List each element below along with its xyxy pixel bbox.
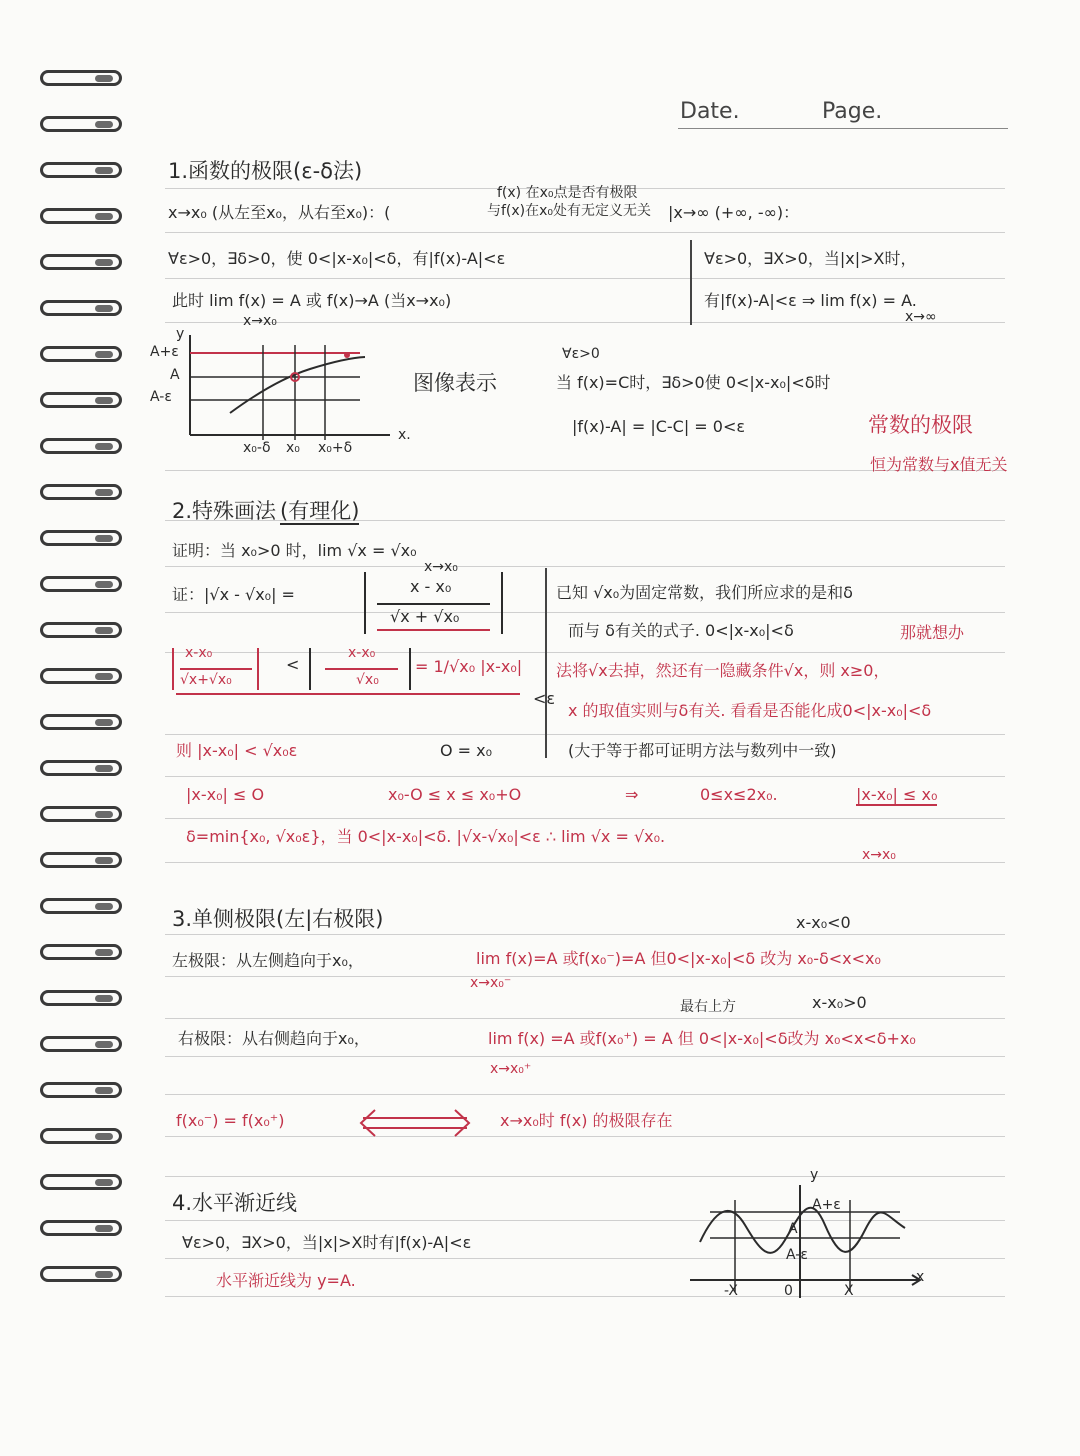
g1-x2-label: x₀ (286, 440, 300, 456)
sec1-note-b: 与f(x)在x₀处有无定义无关 (487, 203, 652, 219)
sec2-note1: 已知 √x₀为固定常数，我们所应求的是和δ (556, 583, 853, 602)
g2-y-label: y (810, 1167, 819, 1183)
sec3-right-label: 右极限：从右侧趋向于x₀， (178, 1029, 370, 1048)
const-note1: 常数的极限 (868, 413, 973, 437)
spiral-ring (40, 714, 122, 730)
sec2-line6e: |x-x₀| ≤ x₀ (856, 785, 938, 804)
sec2-line6c: ⇒ (625, 785, 639, 804)
spiral-ring (40, 300, 122, 316)
sec1-note-a: f(x) 在x₀点是否有极限 (497, 185, 638, 201)
spiral-ring (40, 622, 122, 638)
sec1-line1-left: x→x₀ (从左至x₀，从右至x₀)：( (168, 203, 391, 222)
sec2-proof-stmt: 证明：当 x₀>0 时，lim √x = √x₀ (172, 541, 417, 560)
sec1-line3-right: 有|f(x)-A|<ε ⇒ lim f(x) = A. (704, 291, 917, 310)
spiral-ring (40, 484, 122, 500)
sec2-note2-red: 那就想办 (900, 623, 965, 642)
g2-a-label: A (788, 1221, 798, 1237)
g2-negx-label: -X (724, 1283, 738, 1299)
ruled-line (165, 734, 1005, 735)
double-arrow-icon (355, 1108, 475, 1138)
sec3-left-red: lim f(x)=A 或f(x₀⁻)=A 但0<|x-x₀|<δ 改为 x₀-δ<x<x₀ (476, 949, 881, 968)
sec1-line2-left: ∀ε>0，∃δ>0，使 0<|x-x₀|<δ，有|f(x)-A|<ε (168, 249, 506, 268)
sec2-zheng: 证：|√x - √x₀| = (172, 585, 295, 604)
sec3-right-red: lim f(x) =A 或f(x₀⁺) = A 但 0<|x-x₀|<δ改为 x₀<x<δ+x₀ (488, 1029, 916, 1048)
sec3-right-sub: x→x₀⁺ (490, 1061, 532, 1077)
page-label: Page. (822, 99, 883, 124)
spiral-ring (40, 576, 122, 592)
sec2-frac-den: √x + √x₀ (390, 607, 460, 626)
const-note2: 恒为常数与x值无关 (870, 455, 1008, 474)
spiral-ring (40, 116, 122, 132)
sec2-title: 2.特殊画法 (172, 499, 277, 523)
sec2-ineq-a-num: x-x₀ (185, 645, 213, 661)
spiral-ring (40, 1220, 122, 1236)
sec3-left-label: 左极限：从左侧趋向于x₀， (172, 951, 364, 970)
sec4-line1: ∀ε>0，∃X>0，当|x|>X时有|f(x)-A|<ε (182, 1233, 472, 1252)
sec2-line6b: x₀-O ≤ x ≤ x₀+O (388, 785, 522, 804)
g2-xaxis-label: x (916, 1269, 925, 1285)
sec2-line7: δ=min{x₀, √x₀ε}，当 0<|x-x₀|<δ. |√x-√x₀|<ε ∴ lim √x = √x₀. (186, 827, 666, 846)
ruled-line (165, 278, 1005, 279)
sec3-equiv: f(x₀⁻) = f(x₀⁺) (176, 1111, 285, 1130)
g1-x-label: x. (398, 427, 411, 443)
ruled-line (165, 322, 1005, 323)
spiral-ring (40, 668, 122, 684)
sec1-title: 1.函数的极限(ε-δ法) (168, 159, 363, 183)
spiral-ring (40, 162, 122, 178)
ruled-line (165, 1176, 1005, 1177)
sec2-o-eq: O = x₀ (440, 741, 493, 760)
sec3-left-note: x-x₀<0 (796, 913, 851, 932)
g1-aplus-label: A+ε (150, 344, 179, 360)
g2-zero-label: 0 (784, 1283, 793, 1299)
g2-aminus-label: A-ε (786, 1247, 808, 1263)
sec1-line3-left: 此时 lim f(x) = A 或 f(x)→A (当x→x₀) (172, 291, 452, 310)
spiral-ring (40, 1036, 122, 1052)
sec3-title: 3.单侧极限(左|右极限) (172, 907, 384, 931)
g1-endpoint (344, 352, 350, 358)
spiral-ring (40, 254, 122, 270)
spiral-ring (40, 438, 122, 454)
sec2-note3: 法将√x去掉，然还有一隐藏条件√x，则 x≥0， (556, 661, 890, 680)
sec2-ineq-b-den: √x₀ (356, 672, 379, 688)
spiral-ring (40, 944, 122, 960)
sec4-title: 4.水平渐近线 (172, 1191, 298, 1215)
spiral-binding (40, 70, 130, 1330)
g1-a-label: A (170, 367, 180, 383)
ruled-line (165, 566, 1005, 567)
sec2-note5: (大于等于都可证明方法与数列中一致) (568, 741, 837, 760)
spiral-ring (40, 990, 122, 1006)
sec4-line2: 水平渐近线为 y=A. (216, 1271, 356, 1290)
sec1-line3-right-sub: x→∞ (905, 309, 937, 325)
ruled-line (165, 1094, 1005, 1095)
ruled-line (165, 1136, 1005, 1137)
spiral-ring (40, 346, 122, 362)
sec1-divider (690, 240, 692, 325)
spiral-ring (40, 530, 122, 546)
g1-x1-label: x₀-δ (243, 440, 271, 456)
spiral-ring (40, 1174, 122, 1190)
spiral-ring (40, 806, 122, 822)
ruled-line (165, 818, 1005, 819)
sec3-left-sub: x→x₀⁻ (470, 975, 512, 991)
sec1-line3-sub: x→x₀ (243, 313, 277, 329)
header-rule (678, 128, 1008, 129)
g1-y-label: y (176, 326, 185, 342)
spiral-ring (40, 852, 122, 868)
epsilon-delta-graph (145, 325, 405, 465)
graph-representation-label: 图像表示 (413, 371, 497, 395)
g1-x3-label: x₀+δ (318, 440, 353, 456)
sec2-ineq-a-den: √x+√x₀ (180, 672, 232, 688)
const-line2: |f(x)-A| = |C-C| = 0<ε (572, 417, 746, 436)
spiral-ring (40, 392, 122, 408)
const-line1: 当 f(x)=C时，∃δ>0使 0<|x-x₀|<δ时 (556, 373, 831, 392)
sec3-equiv-right: x→x₀时 f(x) 的极限存在 (500, 1111, 673, 1130)
sec2-note4: x 的取值实则与δ有关. 看看是否能化成0<|x-x₀|<δ (568, 701, 932, 720)
sec2-title-paren: (有理化) (280, 500, 359, 525)
sec2-ineq-b-num: x-x₀ (348, 645, 376, 661)
spiral-ring (40, 898, 122, 914)
ruled-line (165, 232, 1005, 233)
spiral-ring (40, 1082, 122, 1098)
sec2-divider (545, 568, 547, 758)
sec2-line6d: 0≤x≤2x₀. (700, 785, 778, 804)
sec1-line2-right: ∀ε>0，∃X>0，当|x|>X时， (704, 249, 917, 268)
ruled-line (165, 976, 1005, 977)
sec2-note2: 而与 δ有关的式子. 0<|x-x₀|<δ (568, 621, 794, 640)
sec3-right-small: 最右上方 (680, 999, 736, 1015)
ruled-line (165, 776, 1005, 777)
g2-x-label: X (844, 1283, 854, 1299)
sec2-frac-num: x - x₀ (410, 577, 452, 596)
sec2-line7-sub: x→x₀ (862, 847, 896, 863)
spiral-ring (40, 1128, 122, 1144)
date-label: Date. (680, 99, 740, 124)
sec2-ineq-eq: = 1/√x₀ |x-x₀| (415, 657, 523, 676)
sec3-right-note: x-x₀>0 (812, 993, 867, 1012)
g2-aplus-label: A+ε (812, 1197, 841, 1213)
ruled-line (165, 1056, 1005, 1057)
g1-curve (230, 357, 365, 413)
spiral-ring (40, 1266, 122, 1282)
ruled-line (165, 1018, 1005, 1019)
ruled-line (165, 612, 1005, 613)
sec2-ineq-eps: <ε (533, 689, 556, 708)
sec2-proof-sub: x→x₀ (424, 559, 458, 575)
sec1-line1-right: |x→∞ (+∞, -∞)： (668, 203, 800, 222)
g1-aminus-label: A-ε (150, 389, 172, 405)
sec2-line6a: |x-x₀| ≤ O (186, 785, 265, 804)
spiral-ring (40, 208, 122, 224)
spiral-ring (40, 760, 122, 776)
const-pre: ∀ε>0 (562, 346, 600, 362)
sec2-ineq-lt: < (286, 655, 300, 674)
spiral-ring (40, 70, 122, 86)
sec2-then-line: 则 |x-x₀| < √x₀ε (176, 741, 298, 760)
ruled-line (165, 934, 1005, 935)
